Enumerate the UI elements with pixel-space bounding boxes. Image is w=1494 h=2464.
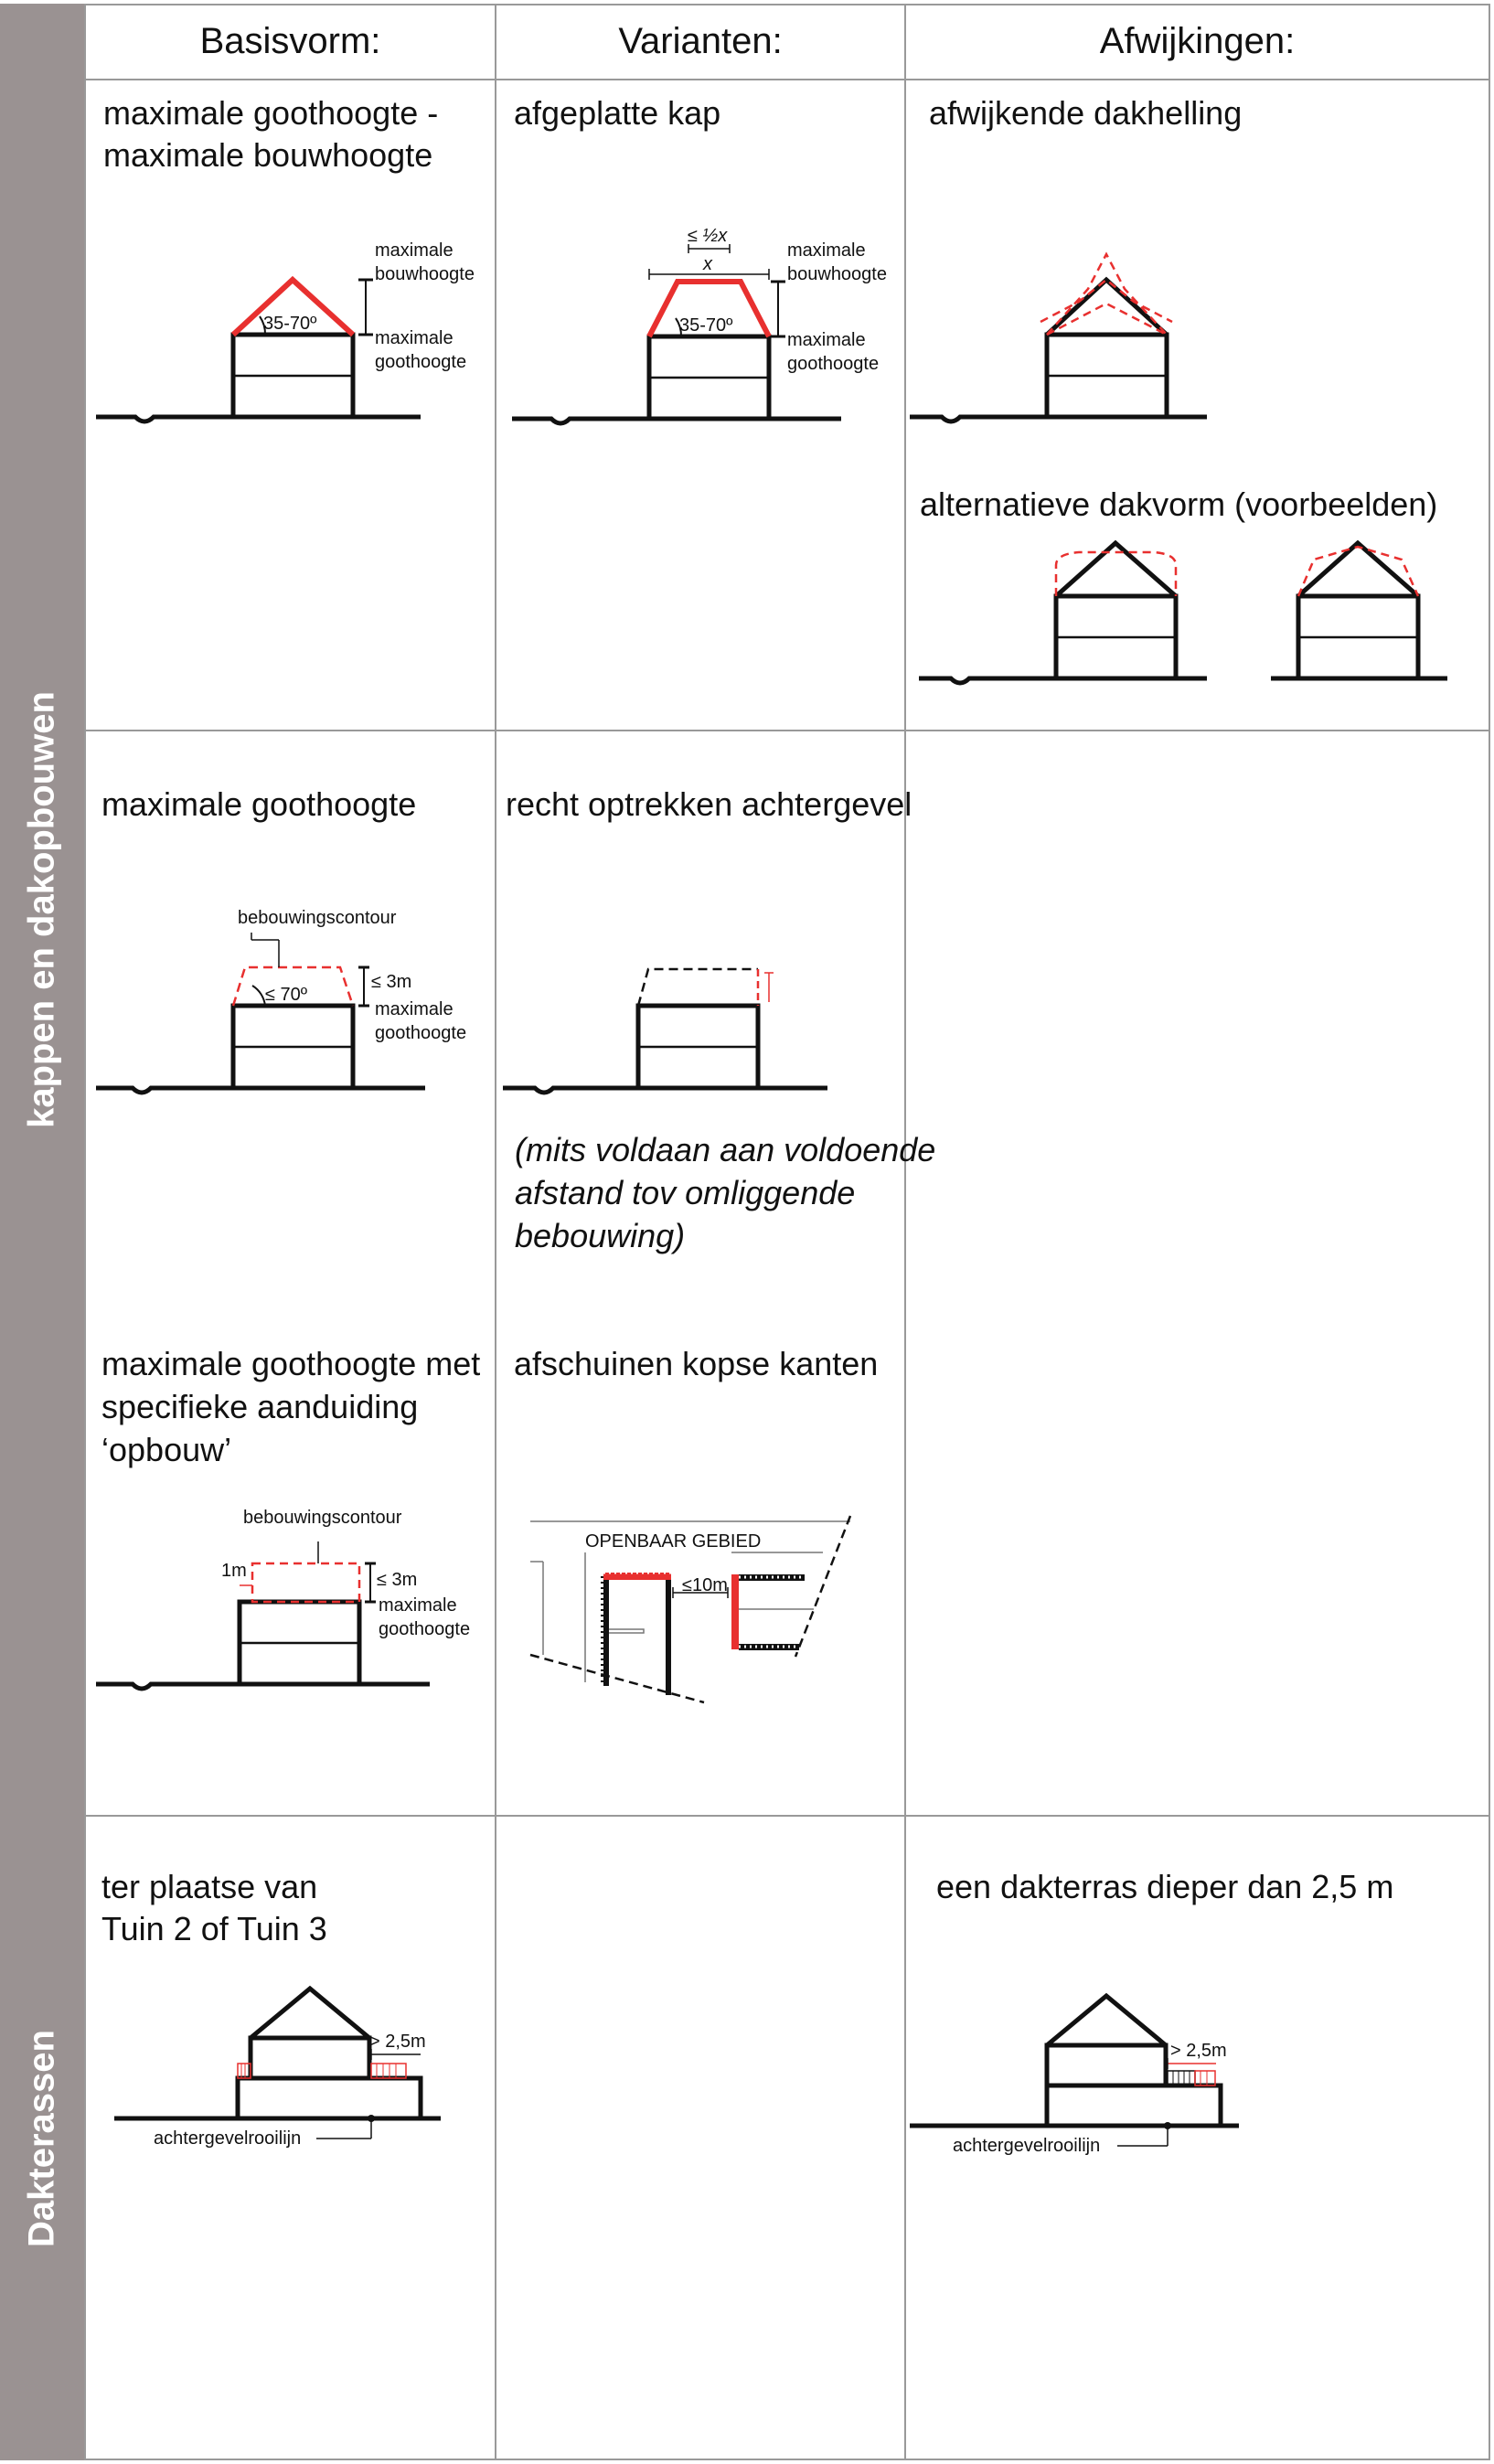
r1-variant-label-gh-1: maximale	[787, 330, 866, 350]
r3-basis-label-gh-2: goothoogte	[379, 1619, 471, 1639]
r4-afw-rooilijn: achtergevelrooilijn	[953, 2136, 1101, 2156]
r3-variant-area: OPENBAAR GEBIED	[585, 1531, 762, 1552]
r3-basis-contour: bebouwingscontour	[243, 1508, 402, 1528]
grid-line-left	[84, 4, 86, 2460]
r4-basis-rooilijn: achtergevelrooilijn	[154, 2128, 302, 2149]
r1-variant-diagram	[507, 219, 901, 430]
grid-line-header	[84, 79, 1490, 80]
r1-variant-dim-x: x	[703, 254, 712, 274]
r1-basis-label-gh-1: maximale	[375, 328, 454, 348]
r1-basis-label-bh-1: maximale	[375, 240, 454, 261]
grid-line-row3	[84, 1815, 1490, 1817]
r3-basis-dim-1m: 1m	[221, 1561, 247, 1581]
r4-basis-title-2: Tuin 2 of Tuin 3	[101, 1910, 327, 1947]
r2-variant-note-2: afstand tov omliggende	[515, 1174, 856, 1211]
r2-variant-title: recht optrekken achtergevel	[506, 785, 912, 823]
r1-basis-angle: 35-70º	[263, 314, 317, 334]
side-band-roofs	[0, 4, 84, 1816]
r3-variant-dim: ≤10m	[682, 1575, 728, 1595]
r1-afw-diagram-slope	[905, 238, 1216, 430]
r1-variant-title: afgeplatte kap	[514, 94, 721, 132]
r3-basis-diagram	[91, 1499, 485, 1701]
grid-line-bottom	[84, 2459, 1490, 2460]
grid-line-right	[1489, 4, 1490, 2460]
r2-basis-dim: ≤ 3m	[371, 972, 412, 992]
r1-basis-title-2: maximale bouwhoogte	[103, 136, 433, 174]
r1-basis-label-bh-2: bouwhoogte	[375, 264, 475, 284]
header-basisvorm: Basisvorm:	[199, 20, 381, 61]
r4-basis-dim: > 2,5m	[369, 2032, 426, 2052]
r1-afw-diagram-alt-1	[914, 528, 1216, 693]
r4-afw-diagram	[905, 1979, 1271, 2162]
r1-basis-label-gh-2: goothoogte	[375, 352, 467, 372]
header-varianten: Varianten:	[618, 20, 783, 61]
r2-variant-note-3: bebouwing)	[515, 1217, 686, 1254]
r1-variant-label-gh-2: goothoogte	[787, 354, 880, 374]
r1-afw-diagram-alt-2	[1266, 528, 1449, 693]
r4-afw-dim: > 2,5m	[1170, 2041, 1227, 2061]
r3-variant-title: afschuinen kopse kanten	[514, 1345, 879, 1382]
r4-afw-title: een dakterras dieper dan 2,5 m	[936, 1868, 1394, 1905]
r3-basis-label-gh-1: maximale	[379, 1595, 457, 1616]
r3-basis-dim: ≤ 3m	[377, 1570, 418, 1590]
r4-basis-diagram	[101, 1970, 485, 2153]
r3-basis-title-2: specifieke aanduiding	[101, 1388, 419, 1425]
r1-basis-diagram	[91, 229, 485, 430]
r1-variant-label-bh-2: bouwhoogte	[787, 264, 887, 284]
r1-basis-title-1: maximale goothoogte -	[103, 94, 439, 132]
side-label-roofs: kappen en dakopbouwen	[21, 691, 62, 1128]
r4-basis-title-1: ter plaatse van	[101, 1868, 318, 1905]
r2-variant-note-1: (mits voldaan aan voldoende	[515, 1131, 936, 1168]
r2-variant-diagram	[498, 951, 882, 1097]
r1-variant-angle: 35-70º	[679, 315, 733, 336]
r2-basis-contour: bebouwingscontour	[238, 908, 397, 928]
r1-variant-label-bh-1: maximale	[787, 240, 866, 261]
r1-afw-title: afwijkende dakhelling	[929, 94, 1243, 132]
r3-variant-diagram	[521, 1509, 869, 1719]
r2-basis-title: maximale goothoogte	[101, 785, 417, 823]
header-afwijkingen: Afwijkingen:	[1099, 20, 1296, 61]
side-label-terraces: Dakterassen	[21, 2029, 62, 2247]
r2-basis-label-gh-2: goothoogte	[375, 1023, 467, 1043]
r1-variant-dim-top: ≤ ½x	[688, 226, 728, 246]
r3-basis-title-3: ‘opbouw’	[101, 1431, 232, 1468]
r2-basis-angle: ≤ 70º	[265, 985, 308, 1005]
r2-basis-label-gh-1: maximale	[375, 999, 454, 1019]
side-band-terraces	[0, 1816, 84, 2460]
r1-afw-title-2: alternatieve dakvorm (voorbeelden)	[920, 485, 1438, 523]
grid-line-col1	[495, 4, 496, 2460]
grid-line-row1	[84, 730, 1490, 731]
r3-basis-title-1: maximale goothoogte met	[101, 1345, 481, 1382]
r2-basis-diagram	[91, 905, 485, 1106]
